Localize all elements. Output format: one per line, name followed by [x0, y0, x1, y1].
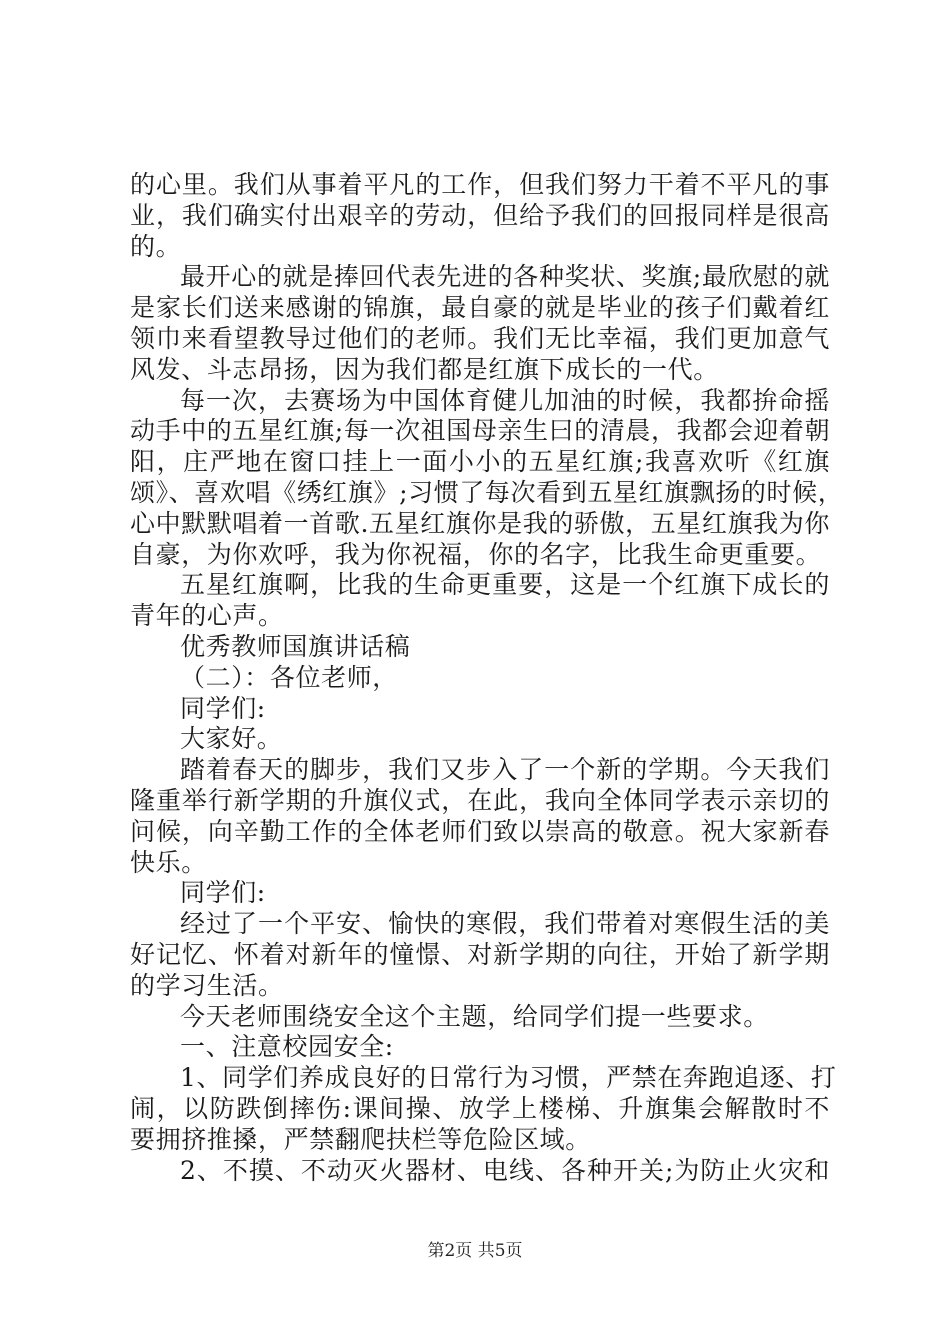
text-line: 问候，向辛勤工作的全体老师们致以崇高的敬意。祝大家新春 [130, 816, 830, 846]
text-line: 一、注意校园安全: [180, 1032, 394, 1062]
text-line: 快乐。 [130, 847, 207, 877]
text-line: 的。 [130, 231, 182, 261]
text-line: 每一次，去赛场为中国体育健儿加油的时候，我都拚命摇 [180, 385, 830, 415]
text-line: 同学们: [180, 693, 266, 723]
text-line: 颂》、喜欢唱《绣红旗》;习惯了每次看到五星红旗飘扬的时候， [130, 477, 844, 507]
page-footer: 第2页 共5页 [427, 1241, 523, 1261]
text-line: 好记忆、怀着对新年的憧憬、对新学期的向往，开始了新学期 [130, 939, 830, 969]
text-line: 今天老师围绕安全这个主题，给同学们提一些要求。 [180, 1001, 769, 1031]
text-line: 同学们: [180, 878, 266, 908]
text-line: 闹，以防跌倒摔伤:课间操、放学上楼梯、升旗集会解散时不 [130, 1093, 830, 1123]
text-line: 风发、斗志昂扬，因为我们都是红旗下成长的一代。 [130, 354, 719, 384]
text-line: 要拥挤推搡，严禁翻爬扶栏等危险区域。 [130, 1124, 591, 1154]
text-line: 2、不摸、不动灭火器材、电线、各种开关;为防止火灾和 [180, 1155, 830, 1185]
text-line: 的学习生活。 [130, 970, 284, 1000]
text-line: 是家长们送来感谢的锦旗，最自豪的就是毕业的孩子们戴着红 [130, 293, 830, 323]
text-line: 心中默默唱着一首歌.五星红旗你是我的骄傲，五星红旗我为你 [130, 508, 830, 538]
document-body [130, 170, 844, 1186]
text-line: 经过了一个平安、愉快的寒假，我们带着对寒假生活的美 [180, 909, 830, 939]
text-line: 最开心的就是捧回代表先进的各种奖状、奖旗;最欣慰的就 [180, 262, 830, 292]
text-line: 阳，庄严地在窗口挂上一面小小的五星红旗;我喜欢听《红旗 [130, 447, 830, 477]
text-line: 的心里。我们从事着平凡的工作，但我们努力干着不平凡的事 [130, 170, 830, 199]
text-line: 隆重举行新学期的升旗仪式，在此，我向全体同学表示亲切的 [130, 785, 830, 815]
text-line: 领巾来看望教导过他们的老师。我们无比幸福，我们更加意气 [130, 323, 830, 353]
text-line: 业，我们确实付出艰辛的劳动，但给予我们的回报同样是很高 [130, 200, 830, 230]
text-line: （二）：各位老师， [180, 662, 398, 692]
text-line: 动手中的五星红旗;每一次祖国母亲生曰的清晨，我都会迎着朝 [130, 416, 831, 446]
text-line: 五星红旗啊，比我的生命更重要，这是一个红旗下成长的 [180, 570, 830, 600]
text-line: 优秀教师国旗讲话稿 [180, 631, 411, 661]
text-line: 大家好。 [180, 724, 283, 754]
text-line: 踏着春天的脚步，我们又步入了一个新的学期。今天我们 [180, 755, 830, 785]
text-line: 1、同学们养成良好的日常行为习惯，严禁在奔跑追逐、打 [180, 1063, 837, 1093]
text-line: 自豪，为你欢呼，我为你祝福，你的名字，比我生命更重要。 [130, 539, 822, 569]
text-line: 青年的心声。 [130, 601, 284, 631]
